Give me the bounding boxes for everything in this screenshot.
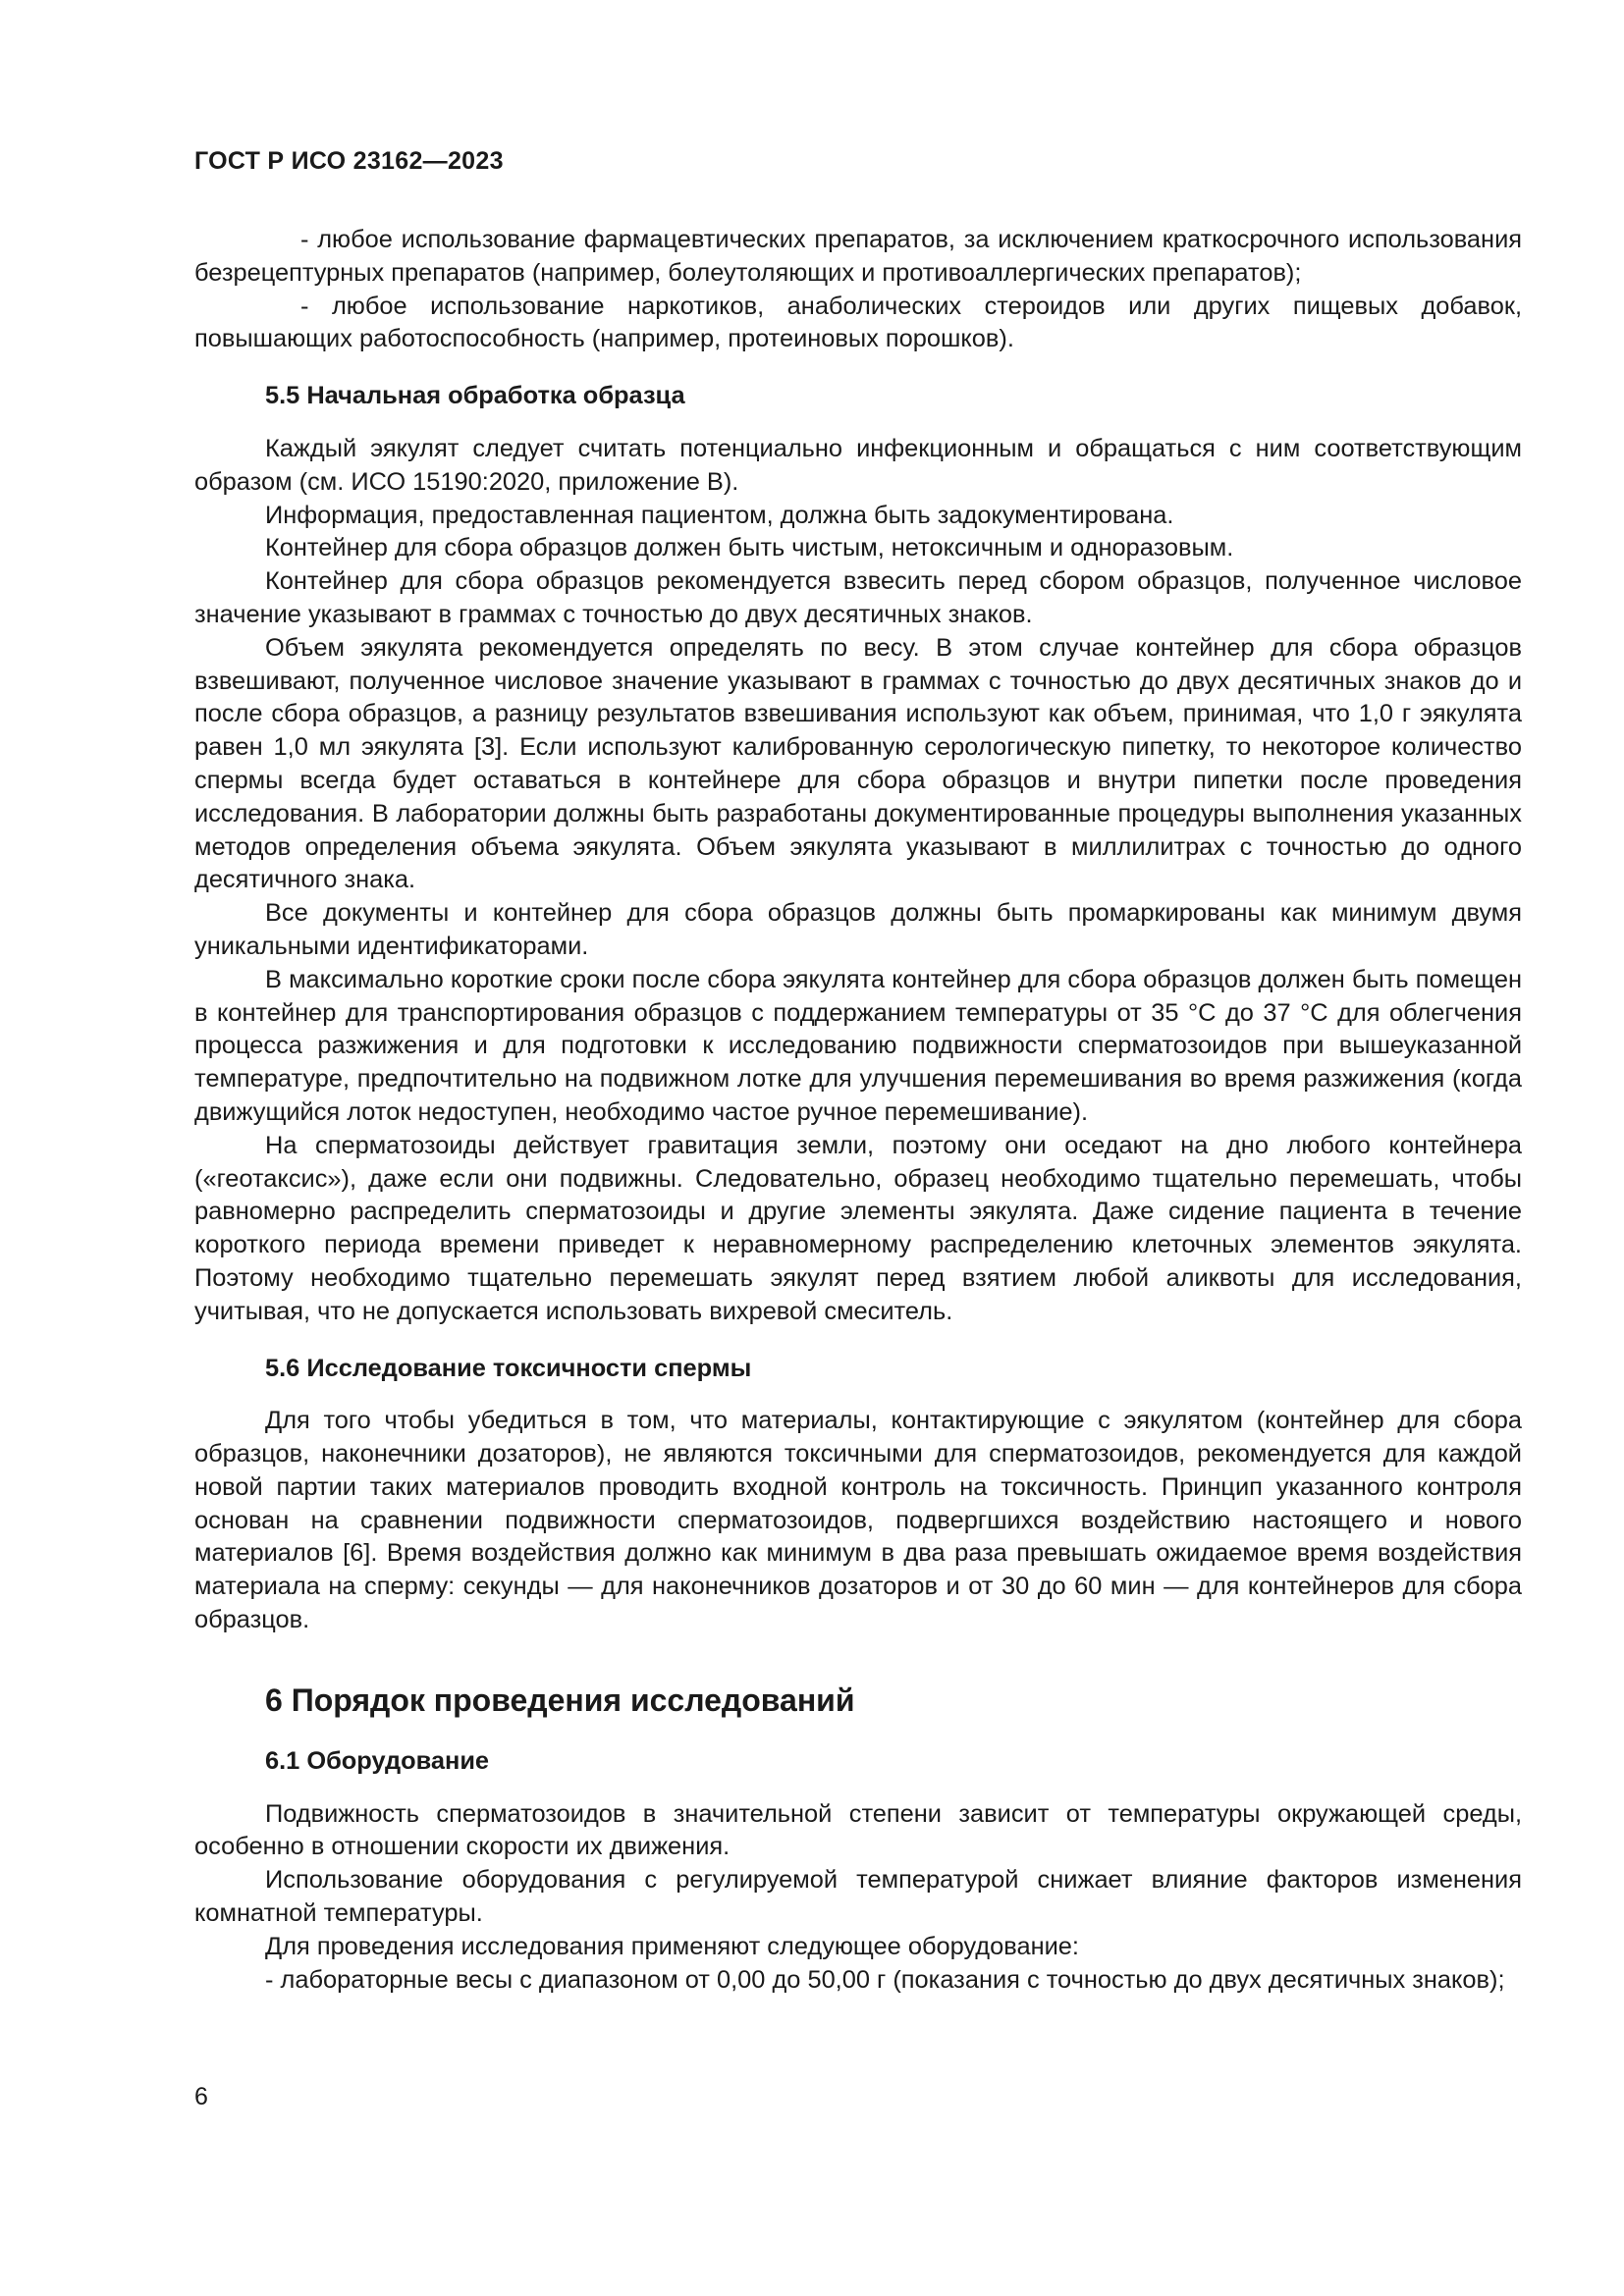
paragraph: В максимально короткие сроки после сбора эякулята контейнер для сбора образцов должен быть помещен в контейнер для транспортирования образцов с поддержанием температуры от 35 °С до 37 °С для облегчения процесса разжижения и для подготовки к исследованию подвижности сперматозоидов при вышеуказанной температуре, предпочтительно на подвижном лотке для улучшения перемешивания во время разжижения (когда движущийся лоток недоступен, необходимо частое ручное перемешивание).: [194, 965, 1522, 1126]
paragraph: Каждый эякулят следует считать потенциально инфекционным и обращаться с ним соответствующим образом (см. ИСО 15190:2020, приложение В).: [194, 434, 1522, 496]
section-5-5-heading: 5.5 Начальная обработка образца: [265, 382, 685, 410]
list-item: - любое использование фармацевтических препаратов, за исключением краткосрочного использования безрецептурных препаратов (например, болеутоляющих и противоаллергических препаратов);: [194, 226, 1522, 287]
paragraph: Подвижность сперматозоидов в значительной степени зависит от температуры окружающей среды, особенно в отношении скорости их движения.: [194, 1799, 1522, 1861]
paragraph: Для того чтобы убедиться в том, что материалы, контактирующие с эякулятом (контейнер для сбора образцов, наконечники дозаторов), не являются токсичными для сперматозоидов, рекомендуется для каждой новой партии таких материалов проводить входной контроль на токсичность. Принцип указанного контроля основан на сравнении подвижности сперматозоидов, подвергшихся воздействию настоящего и нового материалов [6]. Время воздействия должно как минимум в два раза превышать ожидаемое время воздействия материала на сперму: секунды — для наконечников дозаторов и от 30 до 60 мин — для контейнеров для сбора образцов.: [194, 1407, 1522, 1634]
section-6-1-heading: 6.1 Оборудование: [265, 1746, 490, 1775]
paragraph: Использование оборудования с регулируемой температурой снижает влияние факторов изменения комнатной температуры.: [194, 1866, 1522, 1928]
paragraph: Информация, предоставленная пациентом, должна быть задокументирована.: [265, 501, 1174, 529]
paragraph: Контейнер для сбора образцов должен быть чистым, нетоксичным и одноразовым.: [265, 534, 1234, 562]
paragraph: Объем эякулята рекомендуется определять по весу. В этом случае контейнер для сбора образцов взвешивают, полученное числовое значение указывают в граммах с точностью до двух десятичных знаков до и после сбора образцов, а разницу результатов взвешивания используют как объем, принимая, что 1,0 г эякулята равен 1,0 мл эякулята [3]. Если используют калиброванную серологическую пипетку, то некоторое количество спермы всегда будет оставаться в контейнере для сбора образцов и внутри пипетки после проведения исследования. В лаборатории должны быть разработаны документированные процедуры выполнения указанных методов определения объема эякулята. Объем эякулята указывают в миллилитрах с точностью до одного десятичного знака.: [194, 633, 1522, 894]
section-5-6-heading: 5.6 Исследование токсичности спермы: [265, 1354, 752, 1382]
list-item: - любое использование наркотиков, анаболических стероидов или других пищевых добавок, повышающих работоспособность (например, протеиновых порошков).: [194, 292, 1522, 353]
paragraph: Все документы и контейнер для сбора образцов должны быть промаркированы как минимум двумя уникальными идентификаторами.: [194, 899, 1522, 960]
page-content: [194, 224, 1522, 1997]
paragraph: Контейнер для сбора образцов рекомендуется взвесить перед сбором образцов, полученное числовое значение указывают в граммах с точностью до двух десятичных знаков.: [194, 567, 1522, 628]
paragraph: На сперматозоиды действует гравитация земли, поэтому они оседают на дно любого контейнера («геотаксис»), даже если они подвижны. Следовательно, образец необходимо тщательно перемешать, чтобы равномерно распределить сперматозоиды и другие элементы эякулята. Даже сидение пациента в течение короткого периода времени приведет к неравномерному распределению клеточных элементов эякулята. Поэтому необходимо тщательно перемешать эякулят перед взятием любой аликвоты для исследования, учитывая, что не допускается использовать вихревой смеситель.: [194, 1131, 1522, 1325]
page-number: 6: [194, 2083, 208, 2110]
section-6-heading: 6 Порядок проведения исследований: [265, 1682, 855, 1718]
paragraph: Для проведения исследования применяют следующее оборудование:: [265, 1932, 1079, 1960]
document-header: ГОСТ Р ИСО 23162—2023: [194, 147, 504, 175]
list-item: - лабораторные весы с диапазоном от 0,00 до 50,00 г (показания с точностью до двух десятичных знаков);: [265, 1965, 1505, 1994]
